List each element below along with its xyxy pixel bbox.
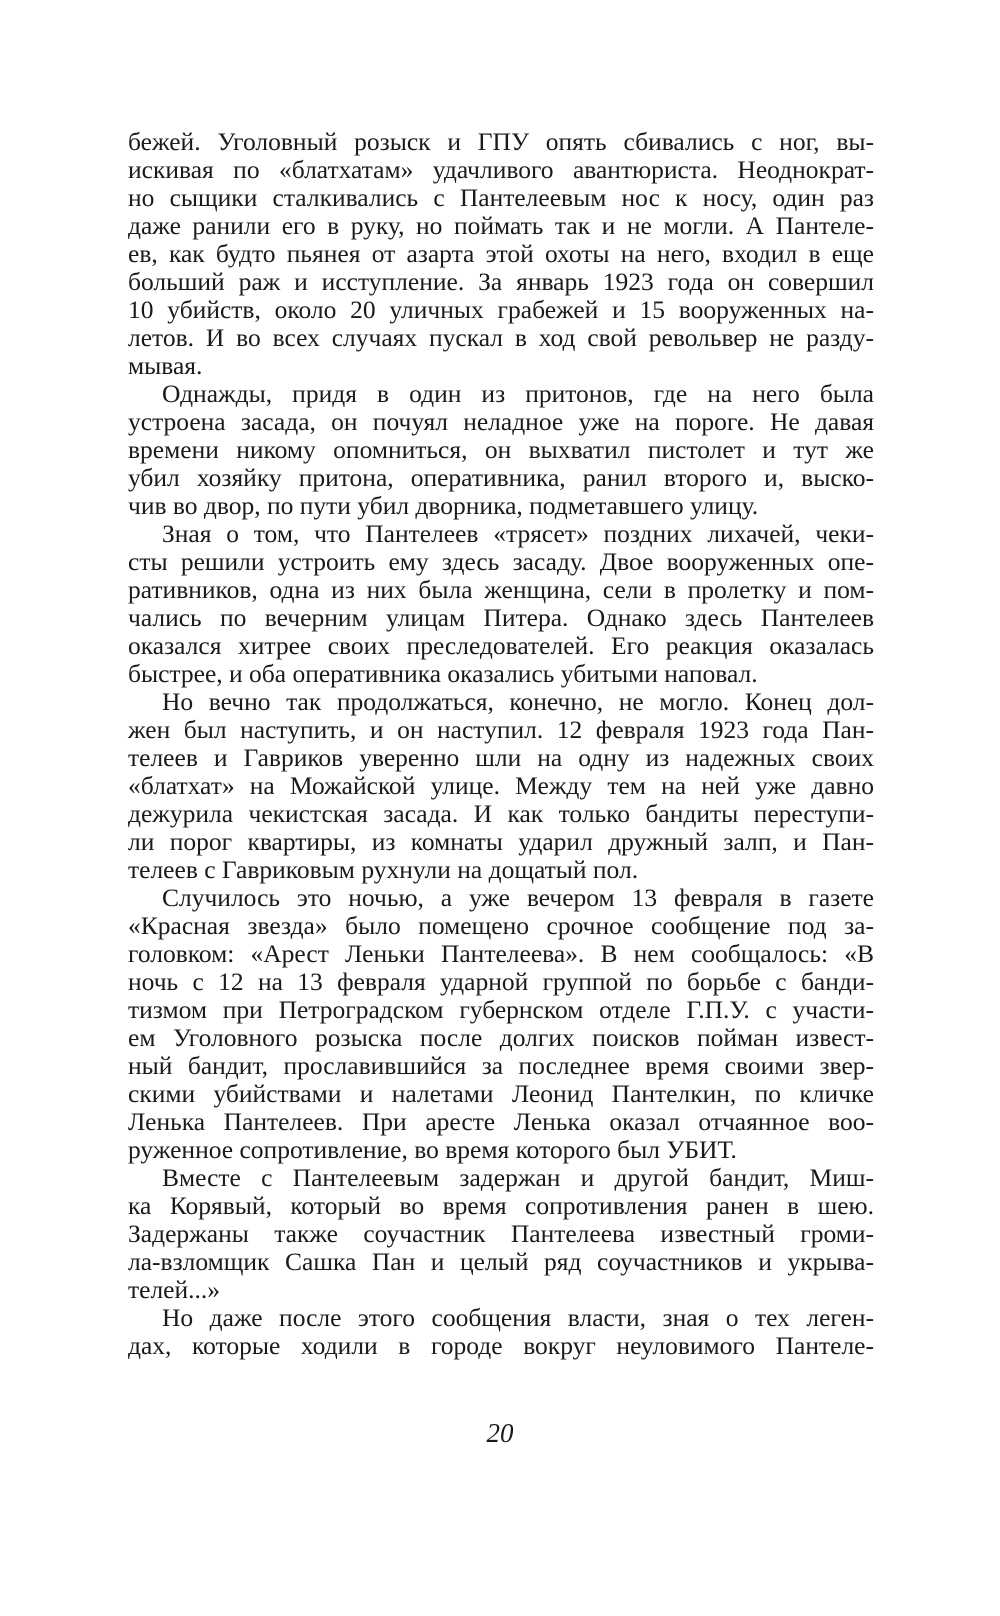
text-line: руженное сопротивление, во время которого был УБИТ. bbox=[128, 1135, 737, 1164]
text-line: телей...» bbox=[128, 1275, 221, 1304]
text-line: устроена засада, он почуял неладное уже на пороге. Не давая bbox=[128, 407, 874, 436]
text-line: «блатхат» на Можайской улице. Между тем на ней уже давно bbox=[128, 771, 874, 800]
text-line: Однажды, придя в один из притонов, где на него была bbox=[162, 379, 874, 408]
text-line: ночь с 12 на 13 февраля ударной группой по борьбе с банди- bbox=[128, 967, 874, 996]
text-line: дах, которые ходили в городе вокруг неуловимого Пантеле- bbox=[128, 1331, 874, 1360]
text-line: скими убийствами и налетами Леонид Пантелкин, по кличке bbox=[128, 1079, 874, 1108]
text-line: головком: «Арест Леньки Пантелеева». В нем сообщалось: «В bbox=[128, 939, 874, 968]
text-line: ла-взломщик Сашка Пан и целый ряд соучастников и укрыва- bbox=[128, 1247, 874, 1276]
text-line: Задержаны также соучастник Пантелеева известный громи- bbox=[128, 1219, 874, 1248]
text-line: Зная о том, что Пантелеев «трясет» поздних лихачей, чеки- bbox=[162, 519, 874, 548]
text-line: убил хозяйку притона, оперативника, ранил второго и, выско- bbox=[128, 463, 874, 492]
text-line: быстрее, и оба оперативника оказались убитыми наповал. bbox=[128, 659, 758, 688]
text-line: 10 убийств, около 20 уличных грабежей и 15 вооруженных на- bbox=[128, 295, 874, 324]
text-line: больший раж и исступление. За январь 1923 года он совершил bbox=[128, 267, 874, 296]
text-line: Случилось это ночью, а уже вечером 13 февраля в газете bbox=[162, 883, 874, 912]
text-line: «Красная звезда» было помещено срочное сообщение под за- bbox=[128, 911, 874, 940]
text-line: ев, как будто пьянея от азарта этой охоты на него, входил в еще bbox=[128, 239, 874, 268]
text-line: ли порог квартиры, из комнаты ударил дружный залп, и Пан- bbox=[128, 827, 874, 856]
text-line: даже ранили его в руку, но поймать так и не могли. А Пантеле- bbox=[128, 211, 874, 240]
text-line: дежурила чекистская засада. И как только бандиты переступи- bbox=[128, 799, 874, 828]
text-line: ка Корявый, который во время сопротивления ранен в шею. bbox=[128, 1191, 874, 1220]
text-line: ем Уголовного розыска после долгих поисков пойман извест- bbox=[128, 1023, 874, 1052]
text-line: телеев и Гавриков уверенно шли на одну из надежных своих bbox=[128, 743, 874, 772]
text-line: жен был наступить, и он наступил. 12 февраля 1923 года Пан- bbox=[128, 715, 874, 744]
text-line: ный бандит, прославившийся за последнее время своими звер- bbox=[128, 1051, 874, 1080]
text-line: оказался хитрее своих преследователей. Его реакция оказалась bbox=[128, 631, 874, 660]
text-line: сты решили устроить ему здесь засаду. Двое вооруженных опе- bbox=[128, 547, 874, 576]
text-line: тизмом при Петроградском губернском отделе Г.П.У. с участи- bbox=[128, 995, 874, 1024]
text-line: мывая. bbox=[128, 351, 203, 380]
text-line: бежей. Уголовный розыск и ГПУ опять сбивались с ног, вы- bbox=[128, 127, 874, 156]
text-line: чив во двор, по пути убил дворника, подметавшего улицу. bbox=[128, 491, 759, 520]
text-line: чались по вечерним улицам Питера. Однако здесь Пантелеев bbox=[128, 603, 874, 632]
text-line: Ленька Пантелеев. При аресте Ленька оказал отчаянное воо- bbox=[128, 1107, 874, 1136]
text-line: летов. И во всех случаях пускал в ход свой револьвер не разду- bbox=[128, 323, 874, 352]
text-line: Но вечно так продолжаться, конечно, не могло. Конец дол- bbox=[162, 687, 874, 716]
text-line: но сыщики сталкивались с Пантелеевым нос к носу, один раз bbox=[128, 183, 874, 212]
text-line: Но даже после этого сообщения власти, зная о тех леген- bbox=[162, 1303, 874, 1332]
text-line: искивая по «блатхатам» удачливого авантюриста. Неоднократ- bbox=[128, 155, 874, 184]
text-line: Вместе с Пантелеевым задержан и другой бандит, Миш- bbox=[162, 1163, 874, 1192]
body-text bbox=[128, 128, 874, 1360]
text-line: телеев с Гавриковым рухнули на дощатый пол. bbox=[128, 855, 639, 884]
text-line: ративников, одна из них была женщина, сели в пролетку и пом- bbox=[128, 575, 874, 604]
text-line: времени никому опомниться, он выхватил пистолет и тут же bbox=[128, 435, 874, 464]
page-number: 20 bbox=[486, 1418, 514, 1448]
